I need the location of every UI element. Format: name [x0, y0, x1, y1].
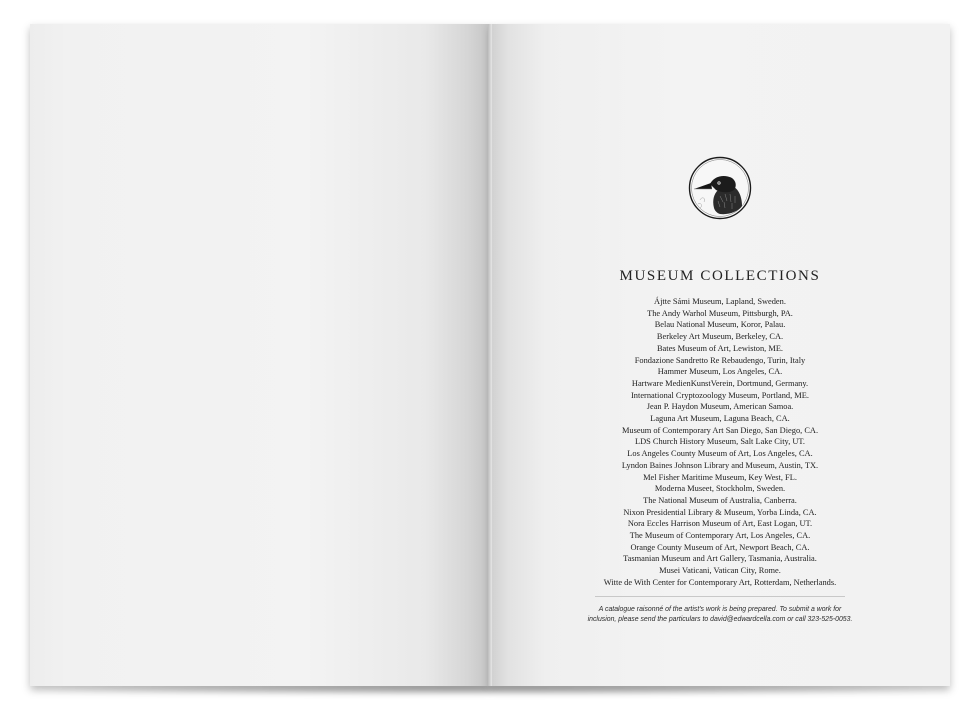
- list-item: Musei Vaticani, Vatican City, Rome.: [659, 566, 781, 576]
- list-item: Museum of Contemporary Art San Diego, San Diego, CA.: [621, 425, 819, 435]
- list-item: Belau National Museum, Koror, Palau.: [654, 320, 786, 330]
- list-item: Los Angeles County Museum of Art, Los Angeles, CA.: [627, 449, 813, 459]
- list-item: LDS Church History Museum, Salt Lake City, UT.: [634, 437, 806, 447]
- list-item: Berkeley Art Museum, Berkeley, CA.: [656, 332, 784, 342]
- section-heading: MUSEUM COLLECTIONS: [619, 268, 821, 284]
- footnote-line: A catalogue raisonné of the artist's work is being prepared. To submit a work for: [598, 605, 842, 613]
- list-item: Witte de With Center for Contemporary Art, Rotterdam, Netherlands.: [603, 577, 837, 587]
- footnote-line: inclusion, please send the particulars to david@edwardcella.com or call 323-525-0053.: [587, 615, 853, 623]
- list-item: Orange County Museum of Art, Newport Beach, CA.: [630, 542, 810, 552]
- book-gutter: [488, 24, 492, 686]
- museum-collections-list: [560, 296, 880, 589]
- list-item: Ájtte Sámi Museum, Lapland, Sweden.: [654, 297, 786, 306]
- list-item: International Cryptozoology Museum, Portland, ME.: [631, 390, 809, 400]
- right-page-content: [560, 156, 880, 625]
- list-item: Hammer Museum, Los Angeles, CA.: [657, 367, 783, 377]
- list-item: Nora Eccles Harrison Museum of Art, East Logan, UT.: [627, 519, 813, 529]
- list-item: Fondazione Sandretto Re Rebaudengo, Turin, Italy: [634, 355, 806, 365]
- list-item: Moderna Museet, Stockholm, Sweden.: [654, 484, 786, 494]
- list-item: Bates Museum of Art, Lewiston, ME.: [656, 343, 784, 353]
- crow-portrait-icon: [688, 156, 752, 220]
- list-item: Jean P. Haydon Museum, American Samoa.: [646, 402, 794, 412]
- list-item: The Museum of Contemporary Art, Los Angeles, CA.: [629, 531, 811, 541]
- list-item: Mel Fisher Maritime Museum, Key West, FL.: [643, 472, 797, 482]
- list-item: Nixon Presidential Library & Museum, Yorba Linda, CA.: [623, 507, 817, 517]
- footnote: [560, 605, 880, 625]
- list-item: Hartware MedienKunstVerein, Dortmund, Germany.: [631, 378, 809, 388]
- list-item: Lyndon Baines Johnson Library and Museum, Austin, TX.: [621, 460, 819, 470]
- list-item: The Andy Warhol Museum, Pittsburgh, PA.: [647, 308, 793, 318]
- divider: [595, 596, 845, 597]
- list-item: Tasmanian Museum and Art Gallery, Tasmania, Australia.: [623, 554, 817, 564]
- list-item: The National Museum of Australia, Canberra.: [643, 495, 797, 505]
- left-page: [30, 24, 490, 686]
- list-item: Laguna Art Museum, Laguna Beach, CA.: [650, 414, 790, 424]
